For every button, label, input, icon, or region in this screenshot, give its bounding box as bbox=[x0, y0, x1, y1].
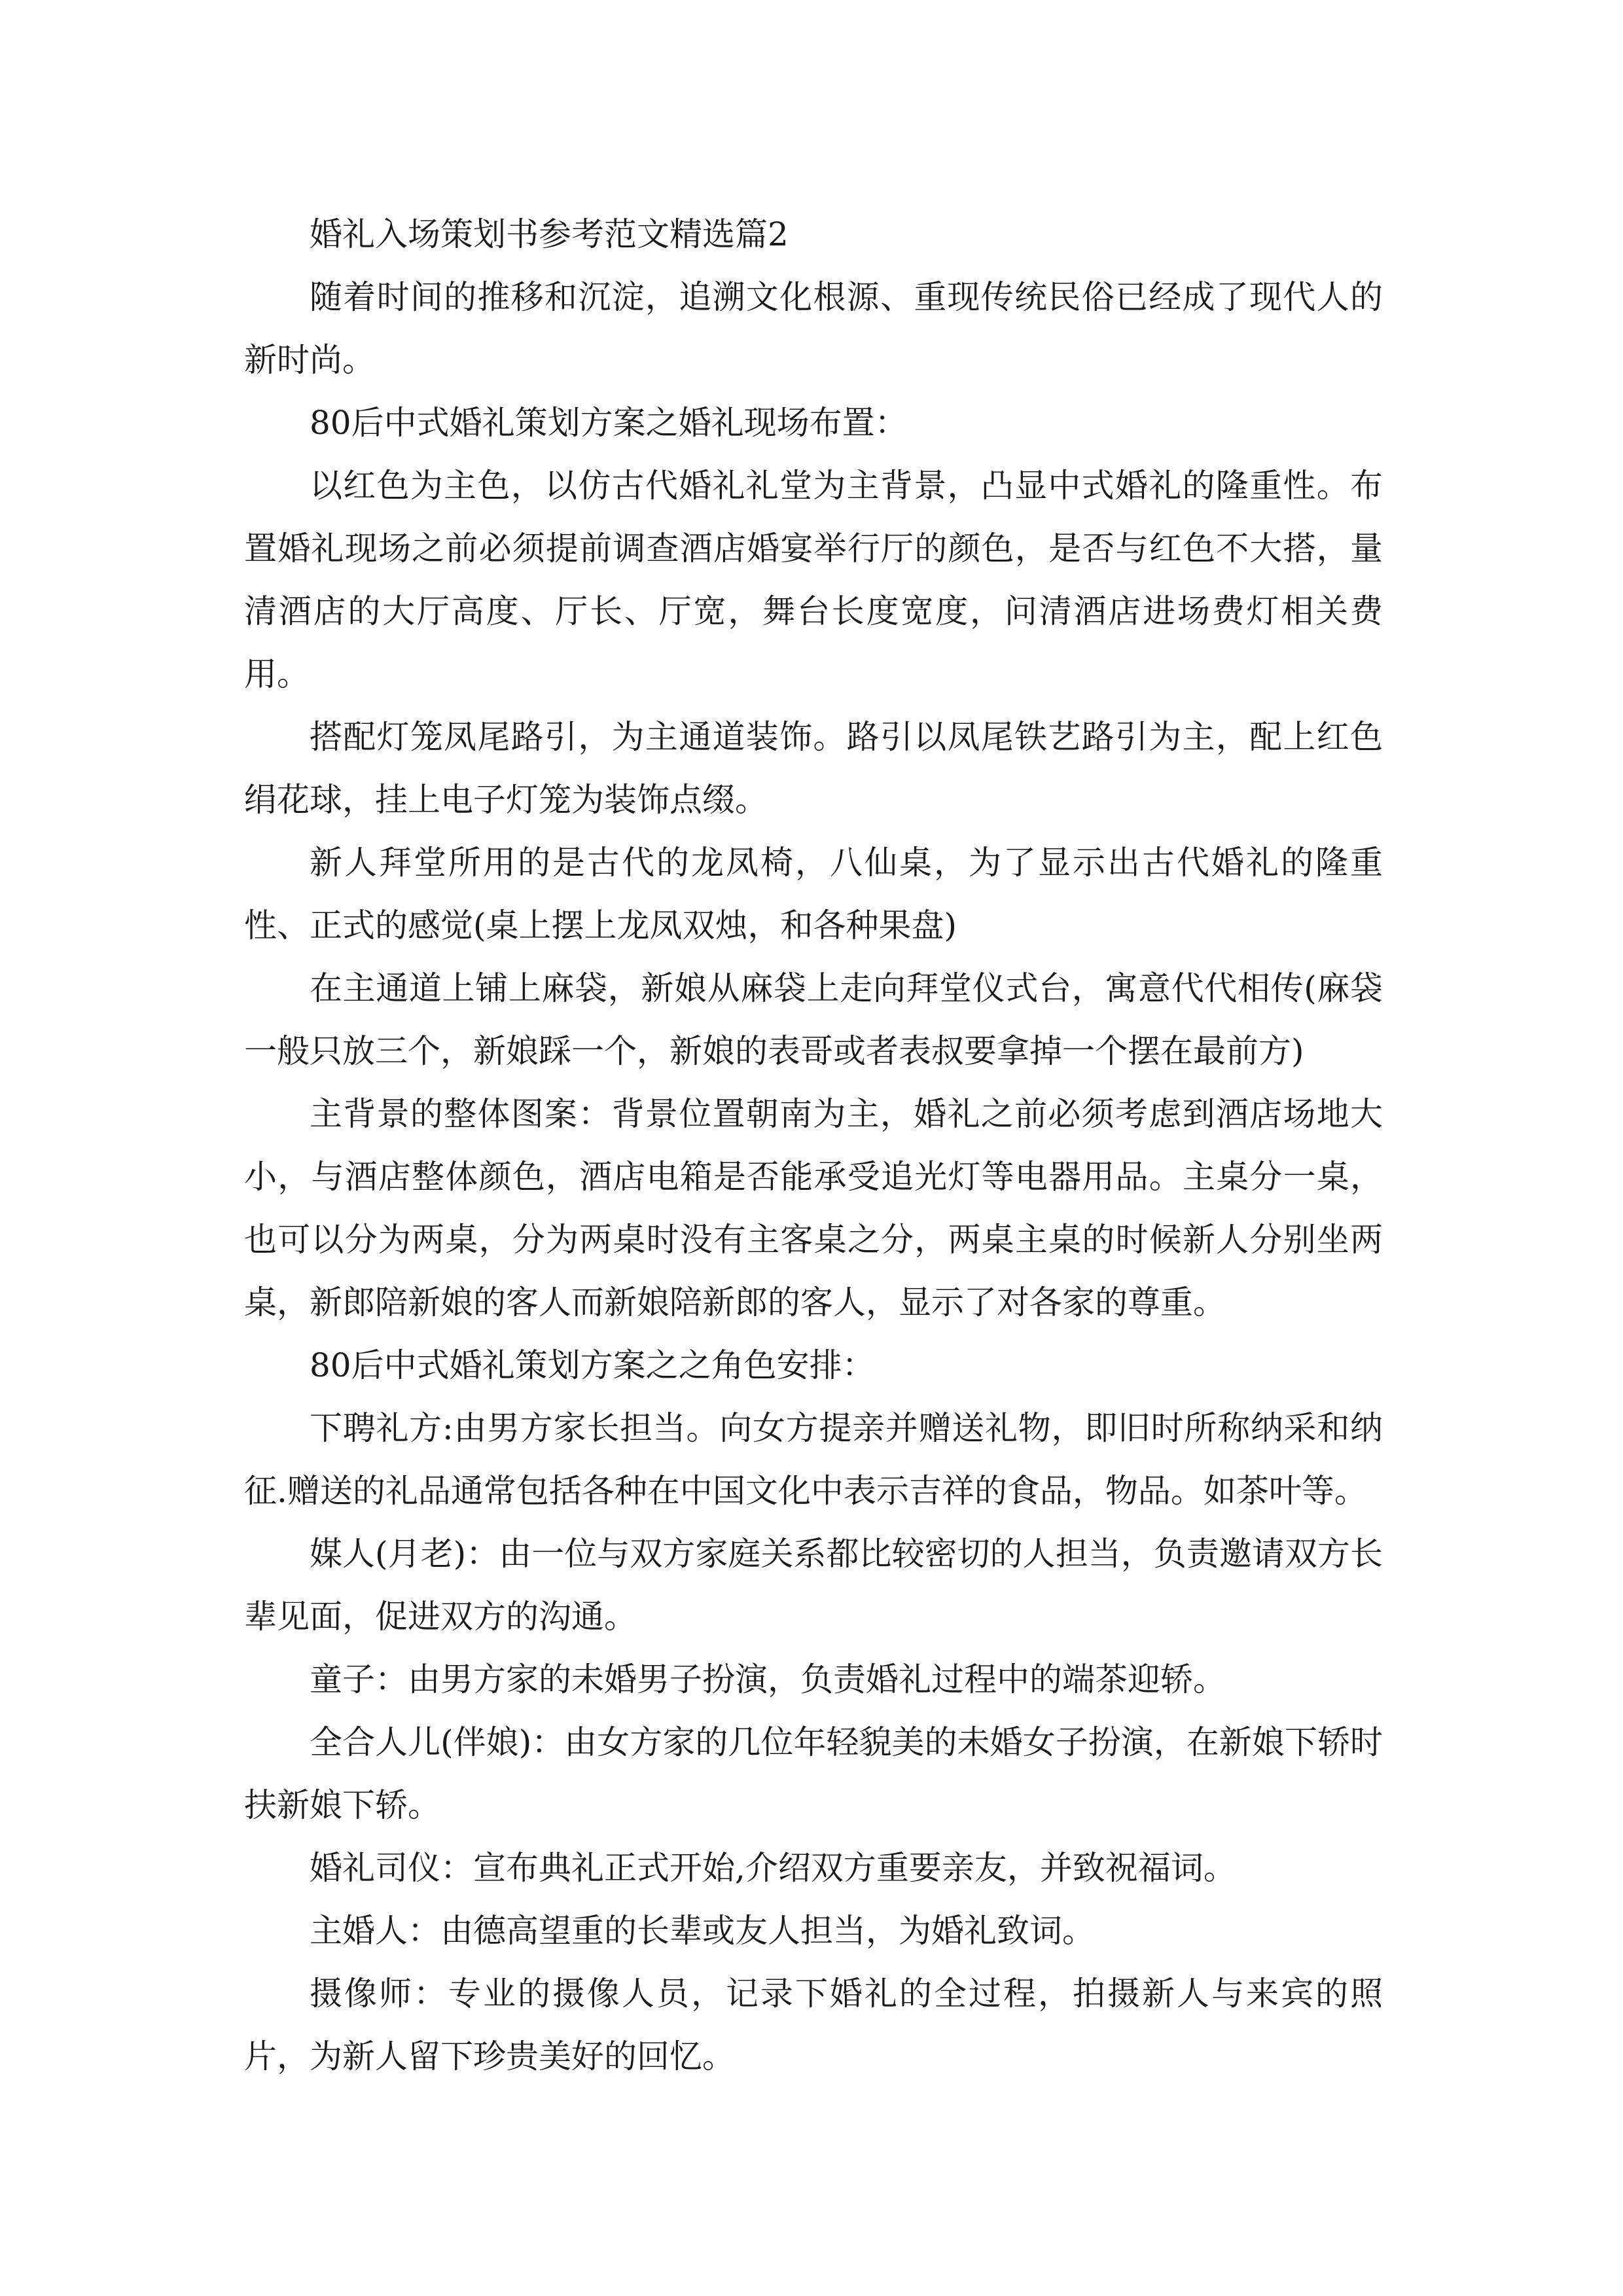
paragraph-matchmaker: 媒人(月老)：由一位与双方家庭关系都比较密切的人担当，负责邀请双方长辈见面，促进双方的沟通。 bbox=[244, 1535, 1383, 1636]
paragraph-betrothal: 下聘礼方:由男方家长担当。向女方提亲并赠送礼物，即旧时所称纳采和纳征.赠送的礼品通常包括各种在中国文化中表示吉祥的食品，物品。如茶叶等。 bbox=[244, 1409, 1383, 1510]
paragraph-emcee: 婚礼司仪：宣布典礼正式开始,介绍双方重要亲友，并致祝福词。 bbox=[310, 1849, 1236, 1887]
section-heading: 婚礼入场策划书参考范文精选篇2 bbox=[310, 215, 789, 253]
document-body bbox=[244, 203, 1383, 2088]
subheading-roles: 80后中式婚礼策划方案之之角色安排： bbox=[310, 1346, 875, 1384]
paragraph-bridesmaids: 全合人儿(伴娘)：由女方家的几位年轻貌美的未婚女子扮演，在新娘下轿时扶新娘下轿。 bbox=[244, 1723, 1383, 1824]
paragraph-intro: 随着时间的推移和沉淀，追溯文化根源、重现传统民俗已经成了现代人的新时尚。 bbox=[244, 278, 1383, 379]
paragraph-page-boy: 童子：由男方家的未婚男子扮演，负责婚礼过程中的端茶迎轿。 bbox=[310, 1660, 1226, 1698]
paragraph-dragon-chairs: 新人拜堂所用的是古代的龙凤椅，八仙桌，为了显示出古代婚礼的隆重性、正式的感觉(桌上摆上龙凤双烛，和各种果盘) bbox=[244, 844, 1383, 944]
paragraph-videographer: 摄像师：专业的摄像人员，记录下婚礼的全过程，拍摄新人与来宾的照片，为新人留下珍贵美好的回忆。 bbox=[244, 1975, 1383, 2075]
paragraph-officiant: 主婚人：由德高望重的长辈或友人担当，为婚礼致词。 bbox=[310, 1912, 1095, 1950]
paragraph-lanterns: 搭配灯笼凤尾路引，为主通道装饰。路引以凤尾铁艺路引为主，配上红色绢花球，挂上电子灯笼为装饰点缀。 bbox=[244, 718, 1383, 819]
paragraph-backdrop: 主背景的整体图案：背景位置朝南为主，婚礼之前必须考虑到酒店场地大小，与酒店整体颜色，酒店电箱是否能承受追光灯等电器用品。主桌分一桌，也可以分为两桌，分为两桌时没有主客桌之分，两桌主桌的时候新人分别坐两桌，新郎陪新娘的客人而新娘陪新郎的客人，显示了对各家的尊重。 bbox=[244, 1095, 1383, 1321]
subheading-venue-setup: 80后中式婚礼策划方案之婚礼现场布置： bbox=[310, 404, 908, 442]
paragraph-red-theme: 以红色为主色，以仿古代婚礼礼堂为主背景，凸显中式婚礼的隆重性。布置婚礼现场之前必须提前调查酒店婚宴举行厅的颜色，是否与红色不大搭，量清酒店的大厅高度、厅长、厅宽，舞台长度宽度，问清酒店进场费灯相关费用。 bbox=[244, 467, 1383, 693]
paragraph-sacks: 在主通道上铺上麻袋，新娘从麻袋上走向拜堂仪式台，寓意代代相传(麻袋一般只放三个，新娘踩一个，新娘的表哥或者表叔要拿掉一个摆在最前方) bbox=[244, 969, 1383, 1070]
